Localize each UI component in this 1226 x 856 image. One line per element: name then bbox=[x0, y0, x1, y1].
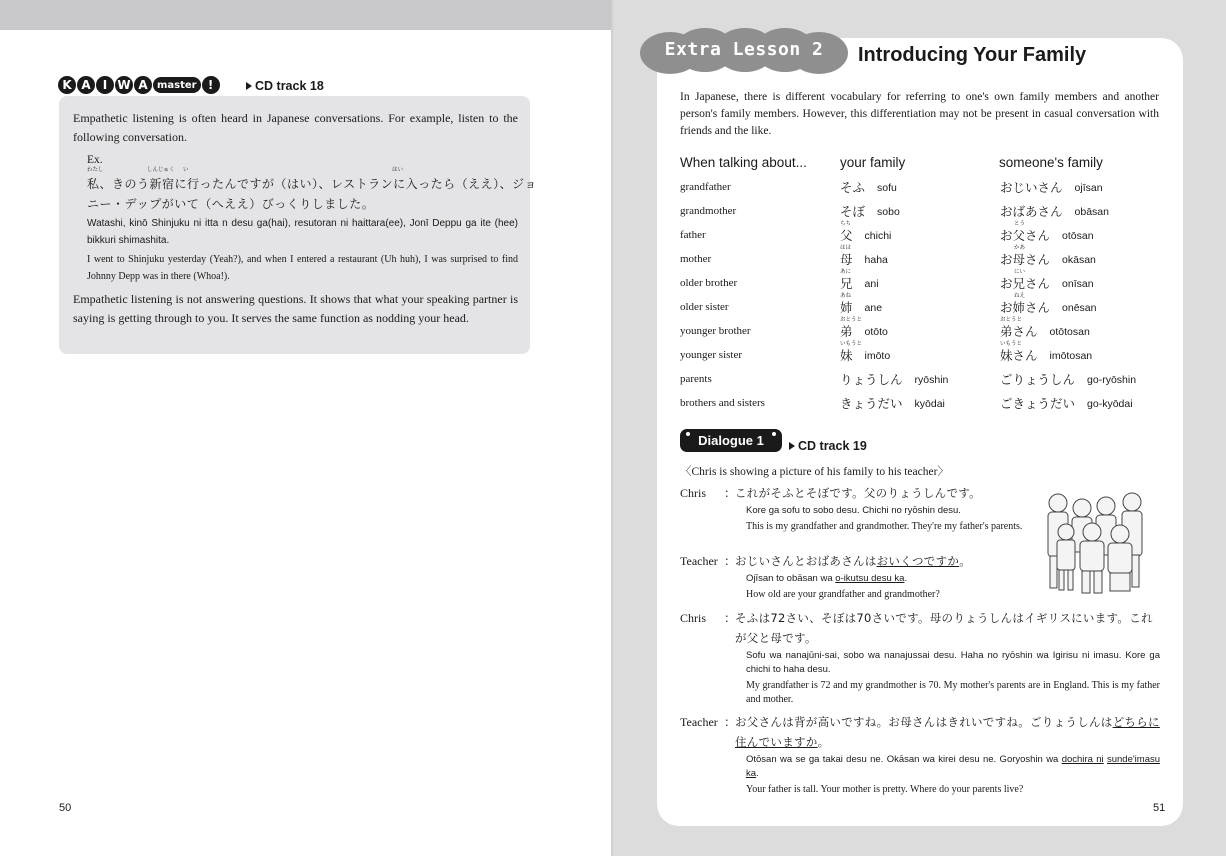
vocab-your-family-cell bbox=[840, 221, 995, 244]
dialogue-romaji: Sofu wa nanajūni-sai, sobo wa nanajussai desu. Haha no ryōshin wa Igirisu ni imasu. Kore ga chichi to haha desu. bbox=[746, 650, 1160, 675]
vocab-someones-family-romaji: imōtosan bbox=[1049, 350, 1093, 362]
speaker-name: Teacher bbox=[680, 554, 718, 568]
jp-key-phrase: おいくつですか bbox=[876, 554, 960, 568]
vocab-someones-family-word bbox=[1000, 180, 1063, 196]
furigana: ちち bbox=[840, 221, 852, 227]
example-japanese-line-1: 私、きのう新宿に行ったんですが（はい）、レストランに入ったら（ええ）、ジョ bbox=[87, 177, 537, 191]
dialogue-romaji bbox=[746, 572, 1030, 586]
vocab-row bbox=[680, 364, 1160, 388]
vocab-someones-family-word bbox=[1000, 341, 1038, 364]
vocab-your-family-cell bbox=[840, 293, 995, 316]
vocab-your-family-japanese: 妹 bbox=[840, 348, 853, 363]
vocab-your-family-word bbox=[840, 221, 853, 244]
cd-track-label: CD track 19 bbox=[798, 439, 867, 453]
vocab-your-family-romaji: otōto bbox=[864, 326, 888, 338]
vocab-english: older sister bbox=[680, 301, 729, 313]
vocab-your-family-romaji: kyōdai bbox=[914, 398, 945, 410]
vocab-someones-family-japanese: お母さん bbox=[1000, 252, 1051, 267]
vocab-someones-family-romaji: go-kyōdai bbox=[1087, 398, 1133, 410]
vocab-someones-family-romaji: okāsan bbox=[1062, 254, 1096, 266]
furigana: わたし bbox=[87, 167, 104, 173]
dialogue-romaji bbox=[746, 753, 1160, 781]
vocab-english: parents bbox=[680, 373, 712, 385]
vocab-row bbox=[680, 340, 1160, 364]
speaker-name: Chris bbox=[680, 486, 707, 500]
jp-text: 。 bbox=[959, 554, 972, 568]
vocab-your-family-romaji: haha bbox=[864, 254, 888, 266]
vocab-someones-family-word bbox=[1000, 204, 1063, 220]
vocab-row bbox=[680, 220, 1160, 244]
vocab-your-family-romaji: sofu bbox=[877, 182, 897, 194]
example-label: Ex. bbox=[87, 154, 103, 166]
vocab-someones-family-cell bbox=[1000, 372, 1160, 388]
vocab-someones-family-word bbox=[1000, 245, 1051, 268]
vocab-row bbox=[680, 196, 1160, 220]
vocab-someones-family-cell bbox=[1000, 317, 1160, 340]
vocab-your-family-romaji: ani bbox=[864, 278, 879, 290]
page-number-left: 50 bbox=[59, 802, 72, 814]
furigana: い bbox=[183, 167, 189, 173]
vocab-someones-family-japanese: お父さん bbox=[1000, 228, 1051, 243]
vocab-someones-family-romaji: otōsan bbox=[1062, 230, 1094, 242]
vocab-english: father bbox=[680, 229, 706, 241]
dialogue-line bbox=[680, 608, 1160, 707]
lesson-label: Extra Lesson 2 bbox=[664, 39, 824, 60]
vocab-someones-family-romaji: onīsan bbox=[1062, 278, 1094, 290]
dialogue-english: This is my grandfather and grandmother. They're my father's parents. bbox=[746, 521, 1023, 532]
furigana: いもうと bbox=[840, 341, 863, 347]
kaiwa-exclamation: ! bbox=[202, 76, 220, 94]
dialogue-english: How old are your grandfather and grandmother? bbox=[746, 589, 940, 600]
vocab-your-family-japanese: そふ bbox=[840, 180, 866, 195]
vocab-someones-family-cell bbox=[1000, 341, 1160, 364]
vocab-row bbox=[680, 316, 1160, 340]
dialogue-romaji: Kore ga sofu to sobo desu. Chichi no ryōshin desu. bbox=[746, 505, 961, 516]
vocab-your-family-cell bbox=[840, 317, 995, 340]
vocab-your-family-word bbox=[840, 317, 863, 340]
jp-key-phrase: 住んでいますか bbox=[735, 735, 818, 749]
vocab-someones-family-japanese: おじいさん bbox=[1000, 180, 1063, 195]
dialogue-badge bbox=[680, 429, 782, 452]
jp-text: おじいさんとおばあさんは bbox=[735, 554, 877, 568]
example-english: I went to Shinjuku yesterday (Yeah?), and when I entered a restaurant (Uh huh), I was surprised to find Johnny Depp was in there (Whoa!). bbox=[87, 254, 518, 282]
speaker-name: Teacher bbox=[680, 715, 718, 729]
kaiwa-content bbox=[73, 109, 537, 327]
vocab-someones-family-japanese: ごきょうだい bbox=[1000, 396, 1076, 411]
kaiwa-letter: A bbox=[134, 76, 152, 94]
speaker-name: Chris bbox=[680, 611, 707, 625]
furigana-row bbox=[87, 167, 518, 174]
vocab-english: younger brother bbox=[680, 325, 751, 337]
dialogue-scene: 〈Chris is showing a picture of his family to his teacher〉 bbox=[680, 466, 949, 478]
vocab-your-family-japanese: そぼ bbox=[840, 204, 866, 219]
jp-key-phrase: どちらに bbox=[1112, 715, 1160, 729]
speaker-colon: ： bbox=[724, 715, 737, 729]
vocab-row bbox=[680, 244, 1160, 268]
dialogue-japanese bbox=[735, 712, 1160, 752]
vocab-someones-family-japanese: 弟さん bbox=[1000, 324, 1038, 339]
example-romaji: Watashi, kinō Shinjuku ni itta n desu ga(hai), resutoran ni haittara(ee), Jonī Deppu ga ite (hee) bikkuri shimashita. bbox=[87, 218, 518, 246]
dialogue-label: Dialogue 1 bbox=[698, 433, 764, 448]
dialogue-japanese bbox=[735, 551, 971, 571]
vocab-row bbox=[680, 292, 1160, 316]
romaji-text: Otōsan wa se ga takai desu ne. Okāsan wa kirei desu ne. Goryoshin wa bbox=[746, 754, 1062, 765]
vocab-header-someones-family: someone's family bbox=[999, 155, 1103, 170]
vocab-your-family-word bbox=[840, 204, 865, 220]
furigana: とう bbox=[1014, 221, 1026, 227]
romaji-text: . bbox=[756, 768, 759, 779]
vocab-your-family-word bbox=[840, 396, 903, 412]
vocab-english: younger sister bbox=[680, 349, 743, 361]
play-triangle-icon bbox=[246, 82, 252, 90]
vocab-english: brothers and sisters bbox=[680, 397, 765, 409]
furigana: はは bbox=[840, 245, 852, 251]
vocab-your-family-cell bbox=[840, 204, 995, 220]
vocab-your-family-word bbox=[840, 245, 853, 268]
vocab-your-family-romaji: chichi bbox=[864, 230, 892, 242]
dialogue-line bbox=[680, 551, 1030, 602]
vocab-your-family-word bbox=[840, 269, 853, 292]
dialogue-line bbox=[680, 483, 1030, 534]
vocab-someones-family-cell bbox=[1000, 245, 1160, 268]
vocab-your-family-japanese: 母 bbox=[840, 252, 853, 267]
jp-text: 。 bbox=[817, 735, 830, 749]
kaiwa-letter: W bbox=[115, 76, 133, 94]
vocab-your-family-cell bbox=[840, 180, 995, 196]
vocab-header-your-family: your family bbox=[840, 155, 906, 170]
vocab-your-family-japanese: 弟 bbox=[840, 324, 853, 339]
vocab-english: grandmother bbox=[680, 205, 737, 217]
kaiwa-master-word: master bbox=[153, 77, 201, 93]
furigana: あね bbox=[840, 293, 852, 299]
vocab-someones-family-word bbox=[1000, 317, 1038, 340]
vocab-your-family-romaji: ane bbox=[864, 302, 883, 314]
vocab-your-family-cell bbox=[840, 396, 995, 412]
cd-track-19 bbox=[789, 439, 867, 453]
left-page-top-bar bbox=[0, 0, 611, 30]
vocab-someones-family-word bbox=[1000, 269, 1051, 292]
furigana: おとうと bbox=[840, 317, 863, 323]
vocab-row bbox=[680, 388, 1160, 412]
jp-text: そふは72さい、そぼは70さいです。母のりょうしんはイギリスにいます。これが父と bbox=[735, 611, 1153, 645]
romaji-key-phrase: sunde'imasu ka bbox=[746, 754, 1161, 779]
vocab-your-family-romaji: sobo bbox=[877, 206, 900, 218]
vocab-someones-family-cell bbox=[1000, 396, 1160, 412]
vocab-someones-family-word bbox=[1000, 293, 1051, 316]
vocab-someones-family-cell bbox=[1000, 269, 1160, 292]
vocab-english: grandfather bbox=[680, 181, 731, 193]
kaiwa-intro-paragraph: Empathetic listening is often heard in Japanese conversations. For example, listen to the following conversation. bbox=[73, 111, 518, 144]
jp-text: 母です。 bbox=[770, 631, 817, 645]
vocab-your-family-japanese: りょうしん bbox=[840, 372, 903, 387]
family-illustration bbox=[1040, 488, 1152, 598]
dialogue-english: My grandfather is 72 and my grandmother is 70. My mother's parents are in England. This is my father and mother. bbox=[746, 680, 1160, 705]
vocab-your-family-word bbox=[840, 341, 863, 364]
romaji-key-phrase: dochira ni bbox=[1061, 754, 1104, 765]
furigana: ねえ bbox=[1014, 293, 1026, 299]
vocab-someones-family-word bbox=[1000, 221, 1051, 244]
vocab-someones-family-word bbox=[1000, 396, 1075, 412]
vocab-row bbox=[680, 172, 1160, 196]
vocab-your-family-japanese: 父 bbox=[840, 228, 853, 243]
vocab-someones-family-japanese: おばあさん bbox=[1000, 204, 1063, 219]
dialogue-line bbox=[680, 712, 1160, 797]
speaker-colon: ： bbox=[724, 611, 737, 625]
furigana: はい bbox=[392, 167, 404, 173]
vocab-someones-family-cell bbox=[1000, 204, 1160, 220]
play-triangle-icon bbox=[789, 442, 795, 450]
cd-track-label: CD track 18 bbox=[255, 79, 324, 93]
lesson-intro: In Japanese, there is different vocabulary for referring to one's own family members and another person's family members. However, this differentiation may not be present in casual conversation with friends and the like. bbox=[680, 91, 1159, 137]
furigana: おとうと bbox=[1000, 317, 1023, 323]
speaker-colon: ： bbox=[724, 486, 737, 500]
vocab-english: older brother bbox=[680, 277, 738, 289]
vocab-your-family-word bbox=[840, 293, 853, 316]
vocab-your-family-japanese: 姉 bbox=[840, 300, 853, 315]
dialogue-japanese bbox=[735, 608, 1160, 648]
vocab-your-family-japanese: きょうだい bbox=[840, 396, 903, 411]
kaiwa-letter: K bbox=[58, 76, 76, 94]
vocab-your-family-japanese: 兄 bbox=[840, 276, 853, 291]
dialogue-japanese: これがそふとそぼです。父のりょうしんです。 bbox=[735, 486, 981, 500]
vocab-someones-family-japanese: ごりょうしん bbox=[1000, 372, 1076, 387]
romaji-text: . bbox=[904, 573, 908, 584]
vocab-someones-family-romaji: ojīsan bbox=[1074, 182, 1103, 194]
vocab-header-topic: When talking about... bbox=[680, 155, 807, 170]
romaji-text: Ojīsan to obāsan wa bbox=[746, 573, 836, 584]
vocab-someones-family-japanese: お兄さん bbox=[1000, 276, 1051, 291]
vocab-someones-family-romaji: otōtosan bbox=[1049, 326, 1090, 338]
cd-track-18 bbox=[246, 79, 324, 93]
vocab-row bbox=[680, 268, 1160, 292]
speaker-colon: ： bbox=[724, 554, 737, 568]
kaiwa-conclusion-paragraph: Empathetic listening is not answering questions. It shows that what your speaking partner is saying is getting through to you. It serves the same function as nodding your head. bbox=[73, 292, 518, 325]
page-number-right: 51 bbox=[1153, 802, 1166, 814]
furigana: しんじゅく bbox=[147, 167, 175, 173]
example-japanese-line-2: ニー・デップがいて（へええ）びっくりしました。 bbox=[87, 197, 375, 211]
vocab-your-family-cell bbox=[840, 245, 995, 268]
vocab-your-family-cell bbox=[840, 372, 995, 388]
furigana: にい bbox=[1014, 269, 1026, 275]
dialogue-english: Your father is tall. Your mother is pretty. Where do your parents live? bbox=[746, 784, 1024, 795]
vocab-your-family-romaji: imōto bbox=[864, 350, 891, 362]
vocab-your-family-romaji: ryōshin bbox=[914, 374, 949, 386]
vocab-someones-family-word bbox=[1000, 372, 1075, 388]
vocab-your-family-word bbox=[840, 180, 865, 196]
vocab-your-family-word bbox=[840, 372, 903, 388]
kaiwa-letter: I bbox=[96, 76, 114, 94]
vocab-someones-family-cell bbox=[1000, 180, 1160, 196]
furigana: かあ bbox=[1014, 245, 1026, 251]
vocab-someones-family-japanese: お姉さん bbox=[1000, 300, 1051, 315]
vocab-english: mother bbox=[680, 253, 712, 265]
furigana: いもうと bbox=[1000, 341, 1023, 347]
furigana: あに bbox=[840, 269, 852, 275]
vocab-someones-family-cell bbox=[1000, 293, 1160, 316]
vocab-someones-family-romaji: obāsan bbox=[1074, 206, 1109, 218]
kaiwa-letter: A bbox=[77, 76, 95, 94]
lesson-title: Introducing Your Family bbox=[858, 44, 1087, 66]
vocab-someones-family-japanese: 妹さん bbox=[1000, 348, 1038, 363]
kaiwa-master-badge bbox=[58, 75, 221, 95]
vocab-someones-family-romaji: go-ryōshin bbox=[1087, 374, 1137, 386]
vocab-someones-family-romaji: onēsan bbox=[1062, 302, 1097, 314]
jp-text: お父さんは背が高いですね。お母さんはきれいですね。ごりょうしんは bbox=[735, 715, 1113, 729]
romaji-key-phrase: o-ikutsu desu ka bbox=[835, 573, 905, 584]
extra-lesson-badge bbox=[640, 30, 848, 72]
vocab-your-family-cell bbox=[840, 341, 995, 364]
vocab-your-family-cell bbox=[840, 269, 995, 292]
vocab-someones-family-cell bbox=[1000, 221, 1160, 244]
